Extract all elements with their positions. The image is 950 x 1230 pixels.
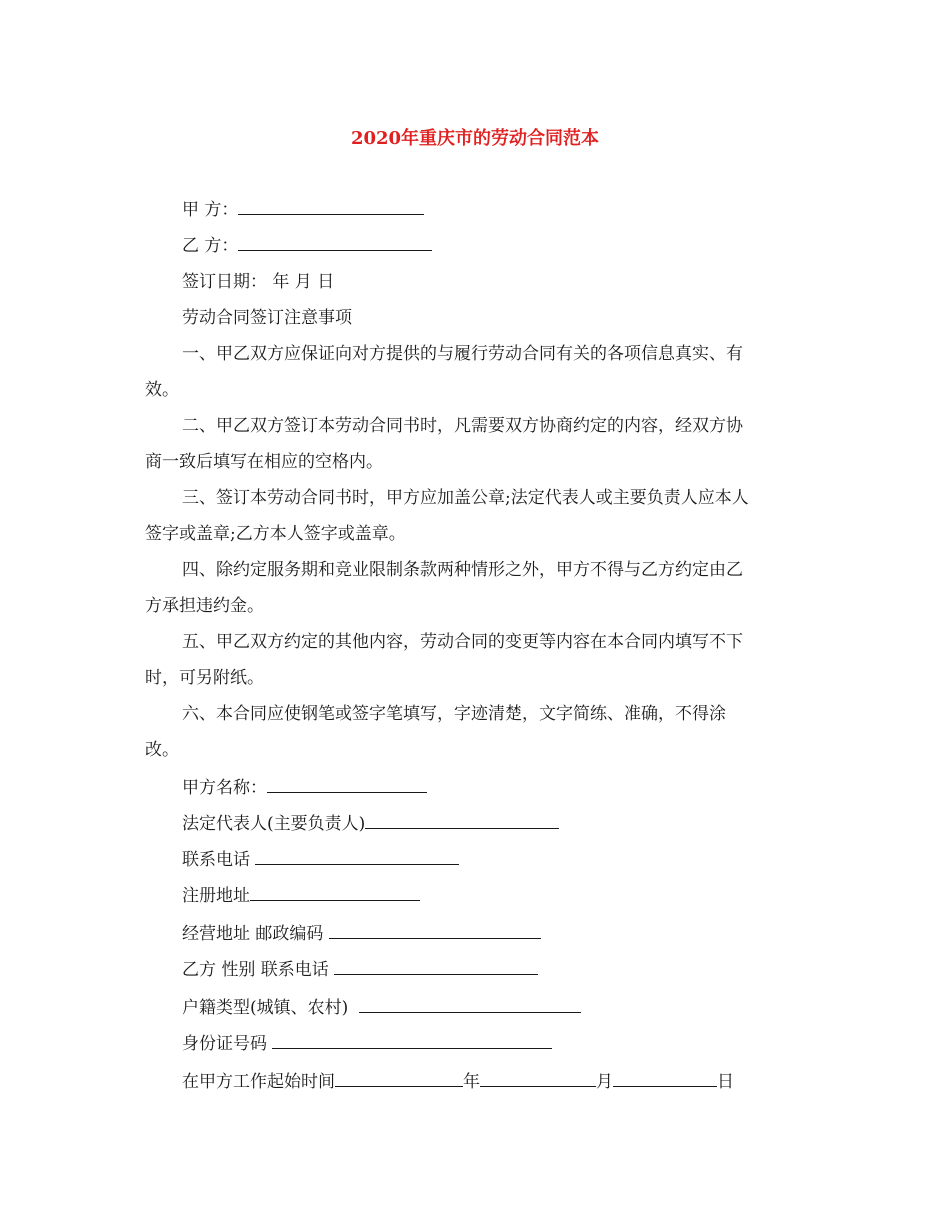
item-4-line-2: 方承担违约金。 (145, 596, 264, 616)
business-address-label: 经营地址 邮政编码 (182, 924, 324, 944)
sign-date: 签订日期： 年 月 日 (182, 272, 335, 292)
year-label: 年 (463, 1072, 480, 1092)
party-a-blank[interactable] (238, 200, 424, 215)
item-2-line-1: 二、甲乙双方签订本劳动合同书时，凡需要双方协商约定的内容，经双方协 (182, 416, 743, 436)
party-b-gender-phone-label: 乙方 性别 联系电话 (182, 960, 329, 980)
id-number-line (182, 1032, 552, 1056)
party-b-gender-phone-blank[interactable] (334, 960, 538, 975)
document-title: 2020年重庆市的劳动合同范本 (350, 128, 600, 149)
party-a-name-label: 甲方名称： (182, 778, 267, 798)
phone-label: 联系电话 (182, 850, 250, 870)
id-number-label: 身份证号码 (182, 1034, 267, 1054)
phone-blank[interactable] (255, 850, 459, 865)
item-5-line-2: 时，可另附纸。 (145, 668, 264, 688)
party-a-name-blank[interactable] (267, 778, 427, 793)
business-address-line (182, 922, 541, 946)
start-year-blank[interactable] (335, 1072, 463, 1087)
party-a-line (182, 198, 424, 222)
item-1-line-1: 一、甲乙双方应保证向对方提供的与履行劳动合同有关的各项信息真实、有 (182, 344, 743, 364)
household-type-blank[interactable] (359, 998, 581, 1013)
party-b-gender-phone-line (182, 958, 538, 982)
legal-rep-blank[interactable] (365, 814, 559, 829)
party-a-label: 甲 方： (182, 200, 239, 220)
party-b-line (182, 234, 432, 258)
reg-address-blank[interactable] (250, 886, 420, 901)
household-type-line (182, 996, 581, 1020)
start-time-label: 在甲方工作起始时间 (182, 1072, 335, 1092)
item-1-line-2: 效。 (145, 380, 179, 400)
item-6-line-2: 改。 (145, 740, 179, 760)
start-month-blank[interactable] (480, 1072, 596, 1087)
legal-rep-line (182, 812, 559, 836)
party-a-name-line (182, 776, 427, 800)
reg-address-line (182, 884, 420, 908)
item-3-line-1: 三、签订本劳动合同书时，甲方应加盖公章;法定代表人或主要负责人应本人 (182, 488, 749, 508)
household-type-label: 户籍类型(城镇、农村) (182, 998, 349, 1018)
id-number-blank[interactable] (272, 1034, 552, 1049)
party-b-blank[interactable] (238, 236, 432, 251)
start-day-blank[interactable] (613, 1072, 717, 1087)
start-time-line (182, 1070, 734, 1094)
item-2-line-2: 商一致后填写在相应的空格内。 (145, 452, 383, 472)
day-label: 日 (717, 1072, 734, 1092)
month-label: 月 (596, 1072, 613, 1092)
item-3-line-2: 签字或盖章;乙方本人签字或盖章。 (145, 524, 406, 544)
party-b-label: 乙 方： (182, 236, 239, 256)
notice-heading: 劳动合同签订注意事项 (182, 308, 352, 328)
phone-line (182, 848, 459, 872)
item-5-line-1: 五、甲乙双方约定的其他内容，劳动合同的变更等内容在本合同内填写不下 (182, 632, 743, 652)
business-address-blank[interactable] (329, 924, 541, 939)
item-6-line-1: 六、本合同应使钢笔或签字笔填写，字迹清楚，文字简练、准确，不得涂 (182, 704, 726, 724)
reg-address-label: 注册地址 (182, 886, 250, 906)
item-4-line-1: 四、除约定服务期和竞业限制条款两种情形之外，甲方不得与乙方约定由乙 (182, 560, 743, 580)
legal-rep-label: 法定代表人(主要负责人) (182, 814, 366, 834)
